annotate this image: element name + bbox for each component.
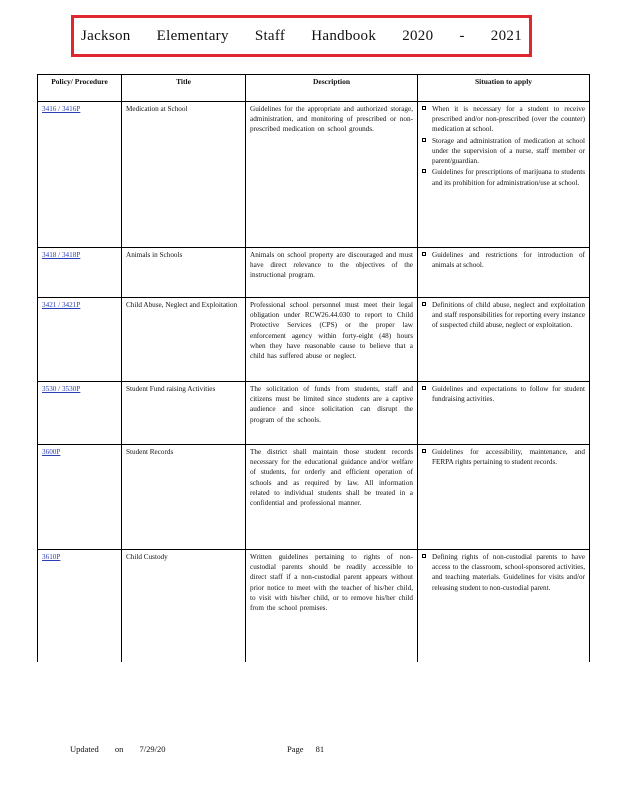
handbook-title-box	[71, 15, 532, 57]
policy-link[interactable]: 3530 / 3530P	[42, 385, 81, 393]
title-cell: Animals in Schools	[122, 248, 246, 298]
situation-item	[422, 167, 585, 187]
description-cell: The district shall maintain those student records necessary for the educational guidance and/or welfare of students, for orderly and efficient operation of schools and as required by law. All information related to individual students shall be treated in a confidential and professional manner.	[246, 445, 418, 550]
description-cell: Written guidelines pertaining to rights of non-custodial parents should be readily accessible to direct staff if a non-custodial parent appears without prior notice to meet with the teacher of his/her child, to visit with his/her child, or to remove his/her child from the school premises.	[246, 550, 418, 662]
column-header-title: Title	[122, 75, 246, 102]
policy-cell	[38, 298, 122, 382]
policy-table	[37, 74, 590, 662]
description-cell: Animals on school property are discouraged and must have direct relevance to the objectives of the instructional program.	[246, 248, 418, 298]
situation-text: When it is necessary for a student to receive prescribed and/or non-prescribed (over the counter) medication at school.	[432, 105, 585, 134]
policy-link[interactable]: 3416 / 3416P	[42, 105, 81, 113]
situation-text: Defining rights of non-custodial parents to have access to the classroom, school-sponsored activities, and teaching materials. Guidelines for visits and/or releasing student to non-custodial parent.	[432, 553, 585, 592]
situation-text: Guidelines for accessibility, maintenance, and FERPA rights pertaining to student records.	[432, 448, 585, 467]
checkbox-square-icon	[422, 386, 426, 390]
description-cell: The solicitation of funds from students, staff and citizens must be limited since students are a captive audience and since solicitation can disrupt the program of the schools.	[246, 382, 418, 445]
situation-text: Guidelines and expectations to follow for student fundraising activities.	[432, 385, 585, 404]
checkbox-square-icon	[422, 169, 426, 173]
title-cell: Child Custody	[122, 550, 246, 662]
checkbox-square-icon	[422, 252, 426, 256]
title-cell: Student Fund raising Activities	[122, 382, 246, 445]
situation-text: Guidelines for prescriptions of marijuana to students and its prohibition for administration/use at school.	[432, 168, 585, 187]
situation-list	[422, 300, 585, 331]
situation-text: Definitions of child abuse, neglect and exploitation and staff responsibilities for reporting every instance of suspected child abuse, neglect or exploitation.	[432, 301, 585, 330]
situation-text: Guidelines and restrictions for introduction of animals at school.	[432, 251, 585, 270]
policy-cell	[38, 550, 122, 662]
situation-item	[422, 104, 585, 135]
situation-list	[422, 447, 585, 467]
checkbox-square-icon	[422, 106, 426, 110]
policy-cell	[38, 248, 122, 298]
title-cell: Medication at School	[122, 102, 246, 248]
column-header-situation: Situation to apply	[418, 75, 590, 102]
table-row	[38, 550, 590, 662]
policy-link[interactable]: 3600P	[42, 448, 61, 456]
checkbox-square-icon	[422, 138, 426, 142]
page-footer	[70, 744, 325, 754]
situation-list	[422, 384, 585, 404]
checkbox-square-icon	[422, 302, 426, 306]
table-row	[38, 248, 590, 298]
table-header-row	[38, 75, 590, 102]
checkbox-square-icon	[422, 554, 426, 558]
policy-link[interactable]: 3418 / 3418P	[42, 251, 81, 259]
situation-text: Storage and administration of medication at school under the supervision of a nurse, staff member or parent/guardian.	[432, 136, 585, 166]
column-header-description: Description	[246, 75, 418, 102]
column-header-policy: Policy/ Procedure	[38, 75, 122, 102]
situation-item	[422, 447, 585, 467]
situation-cell	[418, 102, 590, 248]
description-cell: Guidelines for the appropriate and authorized storage, administration, and monitoring of prescribed or non-prescribed medication on school grounds.	[246, 102, 418, 248]
situation-cell	[418, 445, 590, 550]
policy-link[interactable]: 3610P	[42, 553, 61, 561]
page-number: Page 81	[287, 744, 325, 754]
title-cell: Student Records	[122, 445, 246, 550]
table-body	[38, 102, 590, 662]
situation-item	[422, 136, 585, 167]
policy-cell	[38, 382, 122, 445]
situation-cell	[418, 298, 590, 382]
situation-list	[422, 250, 585, 270]
title-cell: Child Abuse, Neglect and Exploitation	[122, 298, 246, 382]
table-row	[38, 102, 590, 248]
updated-date: Updated on 7/29/20	[70, 744, 166, 754]
handbook-title: Jackson Elementary Staff Handbook 2020 - 2021	[81, 27, 522, 44]
checkbox-square-icon	[422, 449, 426, 453]
situation-item	[422, 250, 585, 270]
situation-item	[422, 384, 585, 404]
table-row	[38, 445, 590, 550]
situation-item	[422, 552, 585, 593]
situation-list	[422, 104, 585, 188]
policy-cell	[38, 102, 122, 248]
policy-link[interactable]: 3421 / 3421P	[42, 301, 81, 309]
description-cell: Professional school personnel must meet their legal obligation under RCW26.44.030 to report to Child Protective Services (CPS) or the proper law enforcement agency within forty-eight (48) hours when they have reasonable cause to believe that a child has suffered abuse or neglect.	[246, 298, 418, 382]
situation-cell	[418, 382, 590, 445]
table-row	[38, 298, 590, 382]
situation-cell	[418, 550, 590, 662]
situation-cell	[418, 248, 590, 298]
table-row	[38, 382, 590, 445]
situation-list	[422, 552, 585, 593]
situation-item	[422, 300, 585, 331]
policy-cell	[38, 445, 122, 550]
